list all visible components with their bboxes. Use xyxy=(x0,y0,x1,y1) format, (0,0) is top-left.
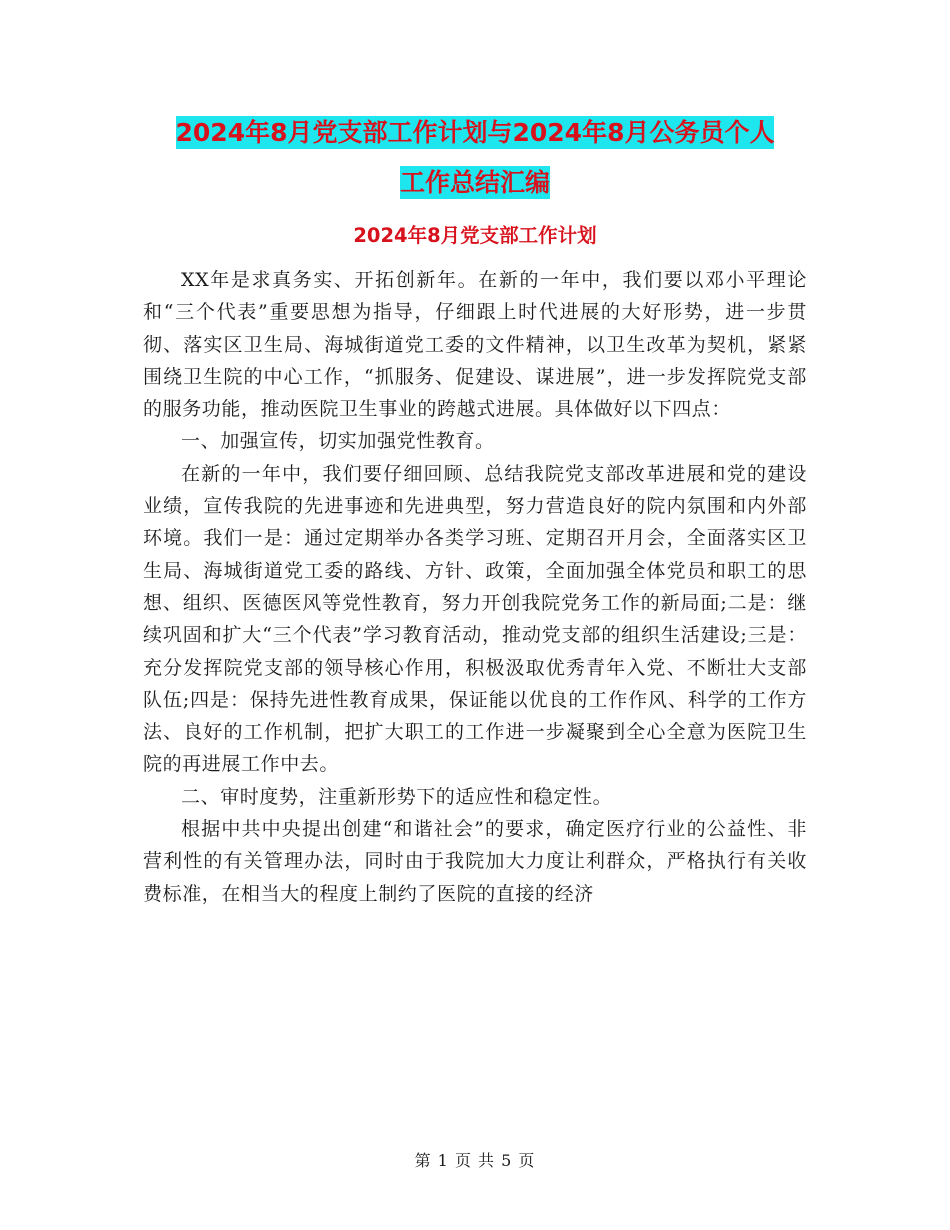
section-title: 2024年8月党支部工作计划 xyxy=(353,224,597,247)
document-title-line-1: 2024年8月党支部工作计划与2024年8月公务员个人 xyxy=(175,118,775,147)
paragraph-point-2: 根据中共中央提出创建“和谐社会”的要求，确定医疗行业的公益性、非营利性的有关管理办法，同时由于我院加大力度让利群众，严格执行有关收费标准，在相当大的程度上制约了医院的直接的经济 xyxy=(143,818,807,905)
paragraph-intro: XX年是求真务实、开拓创新年。在新的一年中，我们要以邓小平理论和“三个代表”重要思想为指导，仔细跟上时代进展的大好形势，进一步贯彻、落实区卫生局、海城街道党工委的文件精神，以卫生改革为契机，紧紧围绕卫生院的中心工作，“抓服务、促建设、谋进展”，进一步发挥院党支部的服务功能，推动医院卫生事业的跨越式进展。具体做好以下四点： xyxy=(143,269,807,421)
heading-point-2: 二、审时度势，注重新形势下的适应性和稳定性。 xyxy=(181,785,613,808)
page-footer: 第 1 页 共 5 页 xyxy=(414,1151,536,1170)
document-body xyxy=(143,264,807,910)
document-title-line-2: 工作总结汇编 xyxy=(399,168,550,197)
heading-point-1: 一、加强宣传，切实加强党性教育。 xyxy=(181,430,495,453)
paragraph-point-1: 在新的一年中，我们要仔细回顾、总结我院党支部改革进展和党的建设业绩，宣传我院的先进事迹和先进典型，努力营造良好的院内氛围和内外部环境。我们一是：通过定期举办各类学习班、定期召开月会，全面落实区卫生局、海城街道党工委的路线、方针、政策，全面加强全体党员和职工的思想、组织、医德医风等党性教育，努力开创我院党务工作的新局面;二是：继续巩固和扩大“三个代表”学习教育活动，推动党支部的组织生活建设;三是：充分发挥院党支部的领导核心作用，积极汲取优秀青年入党、不断壮大支部队伍;四是：保持先进性教育成果，保证能以优良的工作作风、科学的工作方法、良好的工作机制，把扩大职工的工作进一步凝聚到全心全意为医院卫生院的再进展工作中去。 xyxy=(143,462,807,776)
document-title xyxy=(140,108,810,208)
